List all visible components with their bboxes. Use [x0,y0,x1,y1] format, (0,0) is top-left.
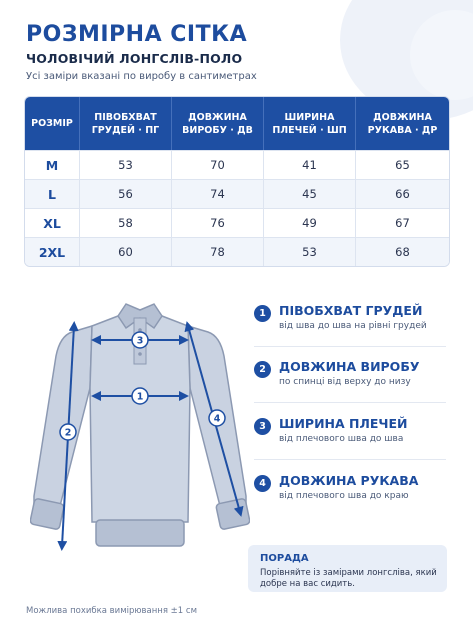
diagram-badge-3 [132,332,148,348]
table-row [25,237,449,266]
product-subtitle: ЧОЛОВІЧИЙ ЛОНГСЛІВ-ПОЛО [26,51,243,66]
legend-desc: від шва до шва на рівні грудей [279,321,427,331]
page-title: РОЗМІРНА СІТКА [26,22,248,47]
table-cell: 68 [355,238,449,266]
diagram-badge-2 [60,424,76,440]
legend-desc: від плечового шва до краю [279,491,409,501]
size-cell: 2XL [38,244,66,260]
svg-text:1: 1 [136,391,144,403]
tip-box [248,545,447,592]
column-header: ПІВОБХВАТ ГРУДЕЙ · ПГ [79,97,171,150]
table-row [25,150,449,179]
hem-band [96,520,184,546]
divider [254,402,446,403]
legend-title: ДОВЖИНА ВИРОБУ [279,359,420,374]
legend-desc: від плечового шва до шва [279,434,404,444]
size-cell: L [48,186,56,202]
column-header: ШИРИНА ПЛЕЧЕЙ · ШП [263,97,355,150]
size-table [24,96,450,267]
legend-desc: по спинці від верху до низу [279,377,411,387]
legend-badge: 3 [254,418,271,435]
column-header: ДОВЖИНА РУКАВА · ДР [355,97,449,150]
divider [254,346,446,347]
legend-title: ШИРИНА ПЛЕЧЕЙ [279,416,408,431]
table-cell: 74 [171,180,263,208]
legend-badge: 4 [254,475,271,492]
column-header: ДОВЖИНА ВИРОБУ · ДВ [171,97,263,150]
units-note: Усі заміри вказані по виробу в сантиметрах [26,71,257,82]
diagram-badge-4 [209,410,225,426]
legend-badge: 2 [254,361,271,378]
table-cell: 60 [79,238,171,266]
legend-title: ПІВОБХВАТ ГРУДЕЙ [279,303,423,318]
tip-text: Порівняйте із замірами лонгслiва, який добре на вас сидить. [260,568,437,589]
tip-title: ПОРАДА [260,553,309,564]
table-header [25,97,449,150]
table-cell: 41 [263,151,355,179]
svg-text:2: 2 [64,427,72,439]
size-cell: XL [43,215,61,231]
divider [254,459,446,460]
svg-text:4: 4 [213,413,221,425]
column-header: РОЗМІР [31,118,73,129]
longsleeve-diagram [30,296,250,558]
legend-badge: 1 [254,305,271,322]
left-cuff [30,498,64,530]
table-row [25,208,449,237]
footer-note: Можлива похибка вимірювання ±1 см [26,606,197,616]
diagram-badge-1 [132,388,148,404]
table-cell: 66 [355,180,449,208]
table-row [25,179,449,208]
table-cell: 56 [79,180,171,208]
table-cell: 53 [263,238,355,266]
table-cell: 58 [79,209,171,237]
right-cuff [216,498,250,530]
svg-text:3: 3 [136,335,144,347]
table-cell: 53 [79,151,171,179]
legend-title: ДОВЖИНА РУКАВА [279,473,419,488]
table-cell: 45 [263,180,355,208]
table-cell: 67 [355,209,449,237]
table-cell: 70 [171,151,263,179]
size-cell: M [45,157,59,173]
table-cell: 49 [263,209,355,237]
table-cell: 76 [171,209,263,237]
table-cell: 65 [355,151,449,179]
table-cell: 78 [171,238,263,266]
